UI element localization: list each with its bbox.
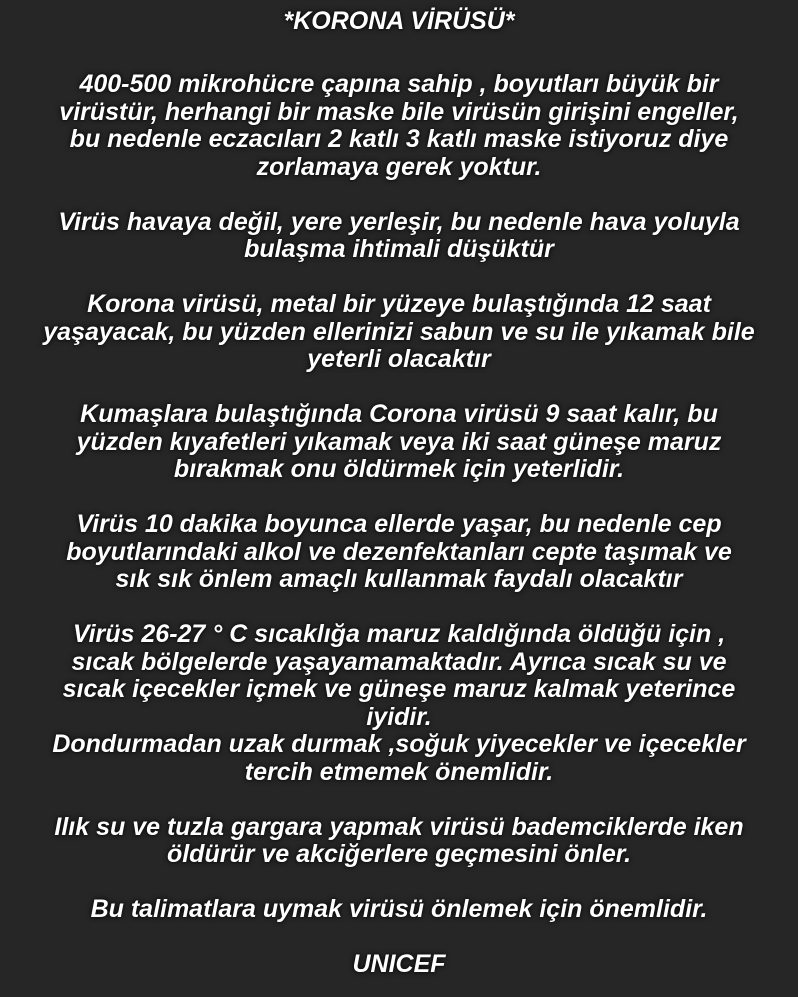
paragraph-temperature [0, 621, 798, 786]
text-line: bu nedenle eczacıları 2 katlı 3 katlı maske istiyoruz diye [69, 125, 729, 153]
post-title: *KORONA VİRÜSÜ* [283, 7, 515, 35]
text-line: virüstür, herhangi bir maske bile virüsün girişini engeller, [59, 97, 739, 126]
text-line: Bu talimatlara uymak virüsü önlemek için önemlidir. [90, 895, 708, 923]
text-line: boyutlarındaki alkol ve dezenfektanları cepte taşımak ve [66, 537, 732, 566]
text-line: sıcak içecekler içmek ve güneşe maruz kalmak yeterince [62, 675, 736, 703]
text-line: Virüs 26-27 ° C sıcaklığa maruz kaldığında öldüğü için , [72, 620, 726, 648]
signature: UNICEF [352, 950, 446, 978]
text-line: tercih etmemek önemlidir. [244, 757, 554, 786]
paragraph-metal-surface [0, 291, 798, 374]
text-line: sık sık önlem amaçlı kullanmak faydalı olacaktır [115, 565, 683, 593]
text-line: Ilık su ve tuzla gargara yapmak virüsü bademciklerde iken [54, 812, 744, 841]
text-line: iyidir. [366, 702, 432, 731]
text-line: Virüs 10 dakika boyunca ellerde yaşar, bu nedenle cep [76, 510, 722, 538]
text-line: yeterli olacaktır [307, 345, 491, 373]
text-line: Dondurmadan uzak durmak ,soğuk yiyecekler ve içecekler [52, 730, 746, 758]
paragraph-closing [0, 896, 798, 924]
text-line: Korona virüsü, metal bir yüzeye bulaştığında 12 saat [87, 290, 711, 318]
paragraph-hands [0, 511, 798, 594]
text-line: sıcak bölgelerde yaşayamamaktadır. Ayrıca sıcak su ve [71, 647, 727, 676]
paragraph-gargle [0, 814, 798, 869]
text-line: Virüs havaya değil, yere yerleşir, bu nedenle hava yoluyla [58, 207, 740, 236]
text-line: bulaşma ihtimali düşüktür [244, 235, 554, 263]
paragraph-mask-size [0, 71, 798, 181]
text-line: Kumaşlara bulaştığında Corona virüsü 9 saat kalır, bu [80, 400, 718, 428]
paragraph-fabric [0, 401, 798, 484]
text-line: zorlamaya gerek yoktur. [256, 152, 542, 181]
text-line: yüzden kıyafetleri yıkamak veya iki saat güneşe maruz [76, 427, 722, 456]
text-line: 400-500 mikrohücre çapına sahip , boyutları büyük bir [79, 70, 719, 98]
paragraph-airborne [0, 209, 798, 264]
text-line: yaşayacak, bu yüzden ellerinizi sabun ve su ile yıkamak bile [43, 317, 755, 346]
text-line: bırakmak onu öldürmek için yeterlidir. [173, 455, 625, 483]
text-line: öldürür ve akciğerlere geçmesini önler. [166, 840, 632, 868]
